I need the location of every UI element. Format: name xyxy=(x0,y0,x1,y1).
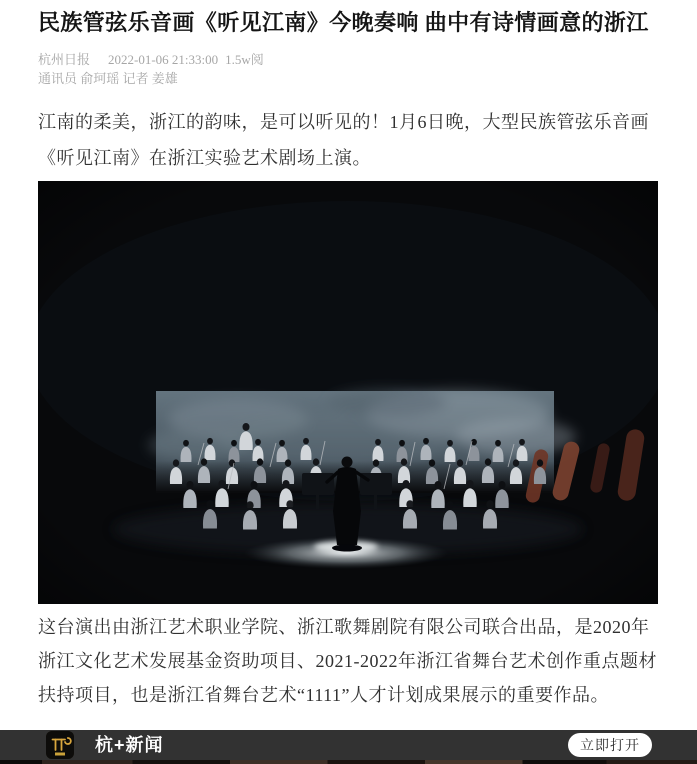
app-name: 杭+新闻 xyxy=(95,735,164,755)
read-count: 1.5w阅 xyxy=(225,52,264,67)
paragraph-2: 这台演出由浙江艺术职业学院、浙江歌舞剧院有限公司联合出品，是2020年浙江文化艺术发展基金资助项目、2021-2022年浙江省舞台艺术创作重点题材扶持项目，也是浙江省舞台艺术“1111”人才计划成果展示的重要作品。 xyxy=(38,617,657,705)
source-name: 杭州日报 xyxy=(38,52,91,67)
article-photo[interactable] xyxy=(38,181,658,604)
open-app-button[interactable]: 立即打开 xyxy=(568,733,652,757)
byline: 通讯员 俞珂瑶 记者 姜雄 xyxy=(38,71,178,86)
orchestra-stage-photo xyxy=(38,181,658,604)
app-open-banner xyxy=(0,730,697,760)
article-title: 民族管弦乐音画《听见江南》今晚奏响 曲中有诗情画意的浙江 xyxy=(38,10,649,35)
article-body xyxy=(38,0,658,712)
paragraph-1: 江南的柔美，浙江的韵味，是可以听见的！1月6日晚，大型民族管弦乐音画《听见江南》在浙江实验艺术剧场上演。 xyxy=(38,112,649,168)
hang-news-logo-icon xyxy=(46,731,74,759)
article-meta xyxy=(38,50,658,69)
publish-datetime: 2022-01-06 21:33:00 xyxy=(108,52,219,67)
next-photo-strip xyxy=(0,760,697,764)
